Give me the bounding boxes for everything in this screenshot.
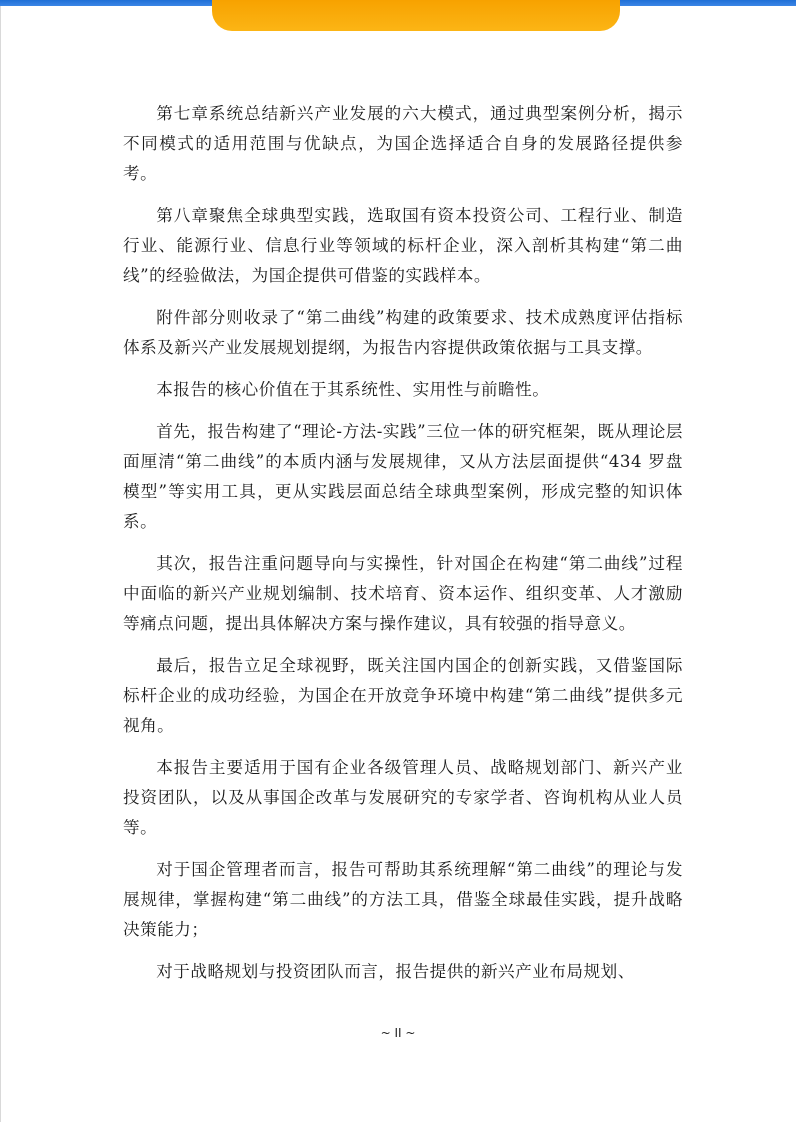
paragraph-chapter-7: 第七章系统总结新兴产业发展的六大模式，通过典型案例分析，揭示不同模式的适用范围与优缺点，为国企选择适合自身的发展路径提供参考。: [123, 104, 683, 183]
paragraph-strategy-teams: 对于战略规划与投资团队而言，报告提供的新兴产业布局规划、: [156, 962, 635, 981]
document-body: [123, 99, 683, 999]
page-left-edge: [0, 0, 1, 1122]
paragraph-first: 首先，报告构建了“理论-方法-实践”三位一体的研究框架，既从理论层面厘清“第二曲线”的本质内涵与发展规律，又从方法层面提供“434 罗盘模型”等实用工具，更从实践层面总结全球典型案例，形成完整的知识体系。: [123, 422, 683, 531]
paragraph-managers: 对于国企管理者而言，报告可帮助其系统理解“第二曲线”的理论与发展规律，掌握构建“第二曲线”的方法工具，借鉴全球最佳实践，提升战略决策能力；: [123, 860, 683, 939]
paragraph-chapter-8: 第八章聚焦全球典型实践，选取国有资本投资公司、工程行业、制造行业、能源行业、信息行业等领域的标杆企业，深入剖析其构建“第二曲线”的经验做法，为国企提供可借鉴的实践样本。: [123, 206, 683, 285]
paragraph-appendix: 附件部分则收录了“第二曲线”构建的政策要求、技术成熟度评估指标体系及新兴产业发展规划提纲，为报告内容提供政策依据与工具支撑。: [123, 308, 683, 357]
header-orange-tab: [212, 0, 620, 31]
page-number: ~ II ~: [380, 1026, 416, 1040]
paragraph-core-value: 本报告的核心价值在于其系统性、实用性与前瞻性。: [156, 380, 550, 399]
paragraph-audience: 本报告主要适用于国有企业各级管理人员、战略规划部门、新兴产业投资团队，以及从事国企改革与发展研究的专家学者、咨询机构从业人员等。: [123, 758, 683, 837]
paragraph-second: 其次，报告注重问题导向与实操性，针对国企在构建“第二曲线”过程中面临的新兴产业规划编制、技术培育、资本运作、组织变革、人才激励等痛点问题，提出具体解决方案与操作建议，具有较强的指导意义。: [123, 554, 683, 633]
paragraph-finally: 最后，报告立足全球视野，既关注国内国企的创新实践，又借鉴国际标杆企业的成功经验，为国企在开放竞争环境中构建“第二曲线”提供多元视角。: [123, 656, 683, 735]
